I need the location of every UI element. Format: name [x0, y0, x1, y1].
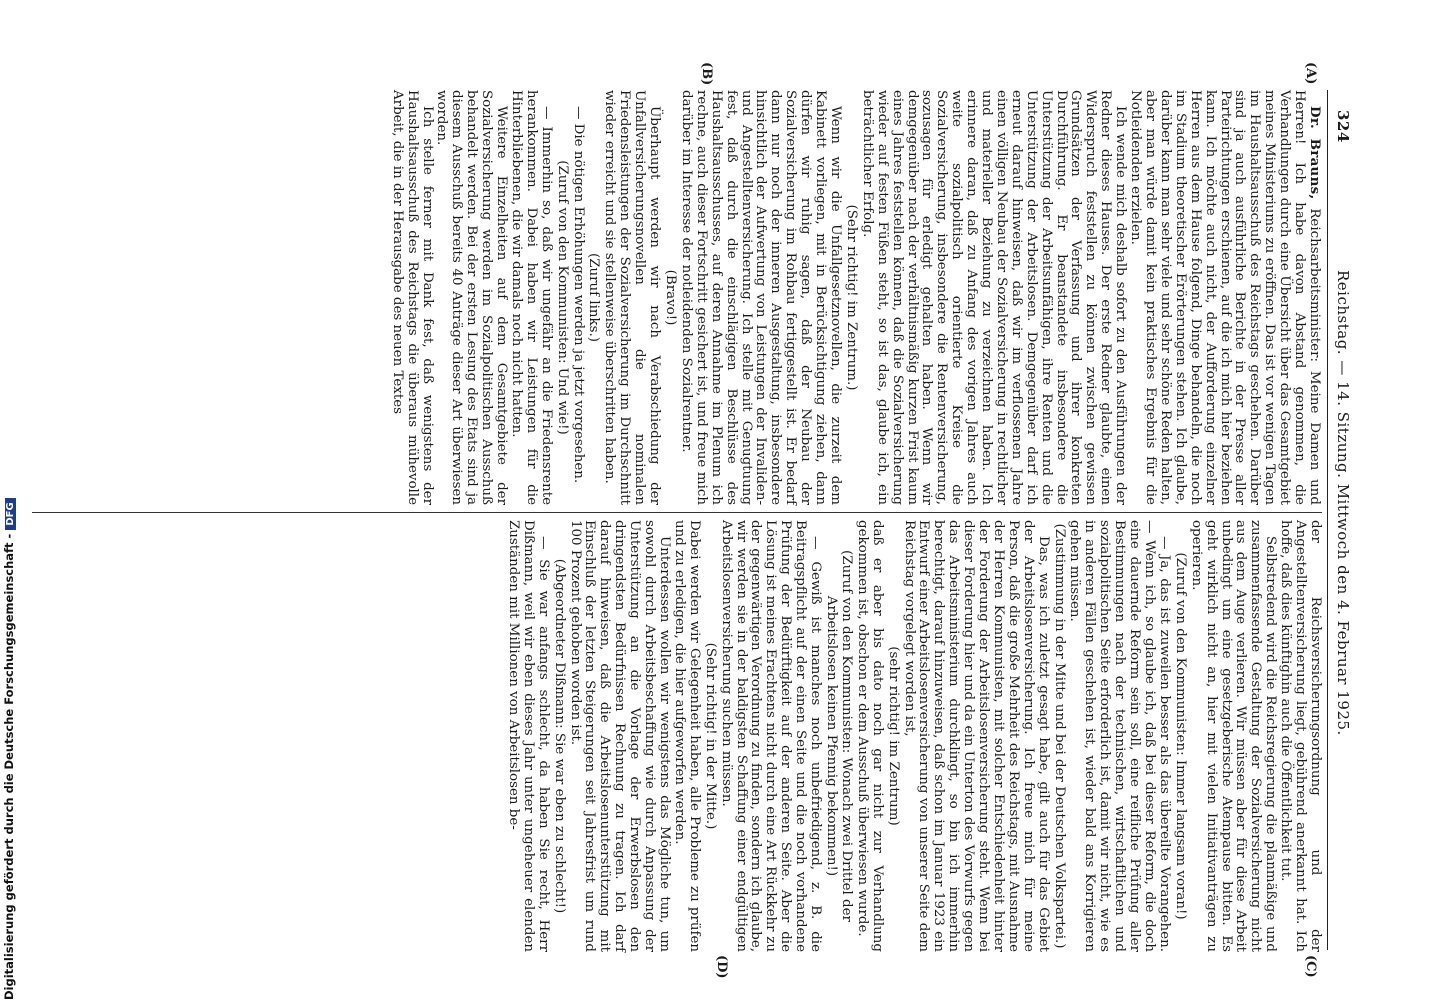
credit-text: Digitalisierung gefördert durch die Deutsche Forschungsgemeinschaft - — [2, 533, 16, 1000]
paragraph: — Sie war anfangs schlecht, da haben Sie recht, Herr Dißmann, weil wir eben dieses Jahr unter ungeheuer elenden Zuständen mit Millionen von Arbeitslosen be- — [505, 520, 551, 952]
paragraph: Dabei werden wir Gelegenheit haben, alle Probleme zu prüfen und zu erledigen, die hier aufgeworfen werden. — [671, 520, 702, 952]
paragraph — [1127, 90, 1322, 505]
column-divider — [32, 512, 1322, 513]
paragraph: Das, was ich zuletzt gesagt habe, gilt auch für das Gebiet der Arbeitslosenversicherung. Ich freue mich für meine Person, daß die große Mehrheit des Reichstags, mit Ausnahme der Herren Kommunisten, mit solcher Entschiedenheit hinter der Forderung der Arbeitslosenversicherung steht. Wenn bei dieser Forderung hier und da ein Unterton des Vorwurfs gegen das Arbeitsministerium durchklingt, so bin ich immerhin berechtigt, darauf hinzuweisen, daß schon im Januar 1923 ein Entwurf einer Arbeitslosenversicherung von unserer Seite dem Reichstag vorgelegt worden ist, — [901, 520, 1051, 952]
paragraph: daß er aber bis dato noch gar nicht zur Verhandlung gekommen ist, obschon er dem Ausschuß überwiesen wurde. — [854, 520, 885, 952]
speech-text: Reichsarbeitsminister: Meine Damen und Herren! Ich habe davon Abstand genommen, die Verhandlungen durch eine Übersicht über das Gesamtgebiet meines Ministeriums zu eröffnen. Das ist vor wenigen Tagen im Haushaltsausschuß des Reichstags geschehen. Darüber sind ja auch ausführliche Berichte in der Presse aller Parteirichtungen erschienen, auf die ich mich hier beziehen kann. Ich möchte auch nicht, der Aufforderung einzelner Herren aus dem Hause folgend, Dinge behandeln, die noch im Stadium theoretischer Erörterungen stehen. Ich glaube, darüber kann man sehr viele und sehr schöne Reden halten, aber man würde damit kein praktisches Ergebnis für die Notleidenden erzielen. — [1128, 90, 1322, 505]
right-column — [505, 520, 1322, 952]
paragraph: Ich stelle ferner mit Dank fest, daß wenigstens der Haushaltsausschuß des Reichstags die überaus mühevolle Arbeit, die in der Herausgabe des neuen Textes — [389, 90, 435, 505]
left-column — [389, 90, 1322, 505]
margin-mark-c: (C) — [1303, 955, 1318, 978]
margin-mark-a: (A) — [1303, 62, 1318, 85]
dfg-logo: DFG — [5, 498, 16, 529]
paragraph: — Ja, das ist zuweilen besser als das übereilte Vorangehen. — Wenn ich, so glaube ich, daß bei dieser Reform, die doch eine dauernde Reform sein soll, eine reifliche Prüfung aller Bestimmungen nach der technischen, wirtschaftlichen und sozialpolitischen Seite erforderlich ist, damit wir nicht, wie es in anderen Fällen geschehen ist, wieder bald ans Korrigieren gehen müssen. — [1067, 520, 1172, 952]
paragraph: Wenn wir die Unfallgesetznovellen, die zurzeit dem Kabinett vorliegen, mit in Berücksichtigung ziehen, dann dürfen wir ruhig sagen, daß der Neubau der Sozialversicherung im Rohbau fertiggestellt ist. Er bedarf dann nur noch der inneren Ausgestaltung, insbesondere hinsichtlich der Aufwertung von Leistungen der Invaliden- und Angestelltenversicherung. Ich stelle mit Genugtuung fest, daß durch die einschlägigen Beschlüsse des Haushaltsausschusses, auf deren Annahme im Plenum ich rechne, auch dieser Fortschritt gesichert ist, und freue mich darüber im Interesse der notleidenden Sozialrentner. — [678, 90, 843, 505]
interjection: (Zuruf von den Kommunisten: Immer langsam voran!) — [1172, 552, 1188, 920]
paragraph: — Gewiß ist manches noch unbefriedigend, z. B. die Beitragspflicht auf der einen Seite und die noch vorhandene Prüfung der Bedürftigkeit auf der anderen Seite. Aber die Lösung ist meines Erachtens nicht durch eine Art Rückkehr zu der gegenwärtigen Verordnung zu finden, sondern ich glaube, wir werden sie in der baldigsten Schaffung einer endgültigen Arbeitslosenversicherung suchen müssen. — [718, 520, 824, 952]
interjection: (Sehr richtig! im Zentrum.) — [843, 204, 859, 391]
paragraph: Selbstredend wird die Reichsregierung die planmäßige und zusammenfassende Gestaltung der Sozialversicherung nicht aus dem Auge verlieren. Wir müssen aber für diese Arbeit unbedingt um eine gesetzgeberische Atempause bitten. Es geht wirklich nicht an, hier mit vielen Initiativanträgen zu operieren. — [1188, 520, 1279, 952]
interjection: (Zustimmung in der Mitte und bei der Deutschen Volkspartei.) — [1051, 523, 1067, 949]
running-title: Reichstag. — 14. Sitzung. Mittwoch den 4. Februar 1925. — [1334, 270, 1352, 736]
paragraph: Überhaupt werden wir nach Verabschiedung der Unfallversicherungsnovellen die nominalen Friedensleistungen der Sozialversicherung im Durchschnitt wieder erreicht und sie stellenweise überschritten haben. — [602, 90, 663, 505]
interjection: (Zuruf von den Kommunisten: Wonach zwei Drittel der Arbeitslosen keinen Pfennig bekommen!) — [824, 550, 854, 922]
header-rule — [1327, 90, 1328, 950]
paragraph: Unterdessen wollen wir wenigstens das Mögliche tun, um sowohl durch Arbeitsbeschaffung wie durch Anpassung der Unterstützung an die Vorlage der Erwerbslosen den dringendsten Bedürfnissen Rechnung zu tragen. Ich darf darauf hinweisen, daß die Arbeitslosenunterstützung mit Einschluß der letzten Steigerungen seit Jahresfrist um rund 100 Prozent gehoben worden ist. — [567, 520, 673, 952]
paragraph: — Die nötigen Erhöhungen werden ja jetzt vorgesehen. — [570, 106, 586, 484]
paragraph: Weitere Einzelheiten auf dem Gesamtgebiete der Sozialversicherung werden im Sozialpolitischen Ausschuß behandelt werden. Bei der ersten Lesung des Etats sind ja diesem Ausschuß bereits 40 Anträge dieser Art überwiesen worden. — [434, 90, 510, 505]
margin-mark-d: (D) — [714, 955, 729, 979]
interjection: (Bravo!) — [663, 269, 679, 326]
digitization-credit — [2, 0, 30, 1000]
speaker-name: Dr. Brauns, — [1307, 106, 1323, 200]
interjection: (Sehr richtig! in der Mitte.) — [702, 642, 718, 830]
paragraph: der Reichsversicherungsordnung und der Angestelltenversicherung liegt, gebührend anerkannt hat. Ich hoffe, daß dies künftighin auch die Öffentlichkeit tut. — [1278, 520, 1323, 952]
margin-mark-b: (B) — [699, 62, 714, 86]
interjection: (sehr richtig! im Zentrum) — [885, 646, 901, 826]
page-number: 324 — [1334, 110, 1352, 143]
interjection: (Abgeordneter Dißmann: Sie war eben zu schlecht!) — [551, 558, 567, 914]
interjection: (Zuruf links.) — [586, 252, 602, 343]
paragraph: Ich wende mich deshalb sofort zu den Ausführungen der Redner dieses Hauses. Der erste Redner glaubte, einen Widerspruch feststellen zu können zwischen gewissen Grundsätzen der Verfassung und ihrer konkreten Durchführung. Er beanstandete insbesondere die Unterstützung der Arbeitsunfähigen, ihre Renten und die Unterstützung der Arbeitslosen. Demgegenüber darf ich erneut darauf hinweisen, daß wir im verflossenen Jahre einen völligen Neubau der Sozialversicherung in rechtlicher und materieller Beziehung zu verzeichnen haben. Ich erinnere daran, daß zu Anfang des vorigen Jahres auch weite sozialpolitisch orientierte Kreise die Sozialversicherung, insbesondere die Rentenversicherung, sozusagen für erledigt gehalten haben. Wenn wir demgegenüber nach der verhältnismäßig kurzen Frist kaum eines Jahres feststellen können, daß die Sozialversicherung wieder auf festen Füßen steht, so ist das, glaube ich, ein beträchtlicher Erfolg. — [859, 90, 1129, 505]
interjection: (Zuruf von den Kommunisten: Und wie!) — [554, 160, 570, 435]
paragraph: — Immerhin so, daß wir ungefähr an die Friedensrente herankommen. Dabei haben wir Leistungen für die Hinterbliebenen, die wir damals noch nicht hatten. — [508, 90, 554, 505]
